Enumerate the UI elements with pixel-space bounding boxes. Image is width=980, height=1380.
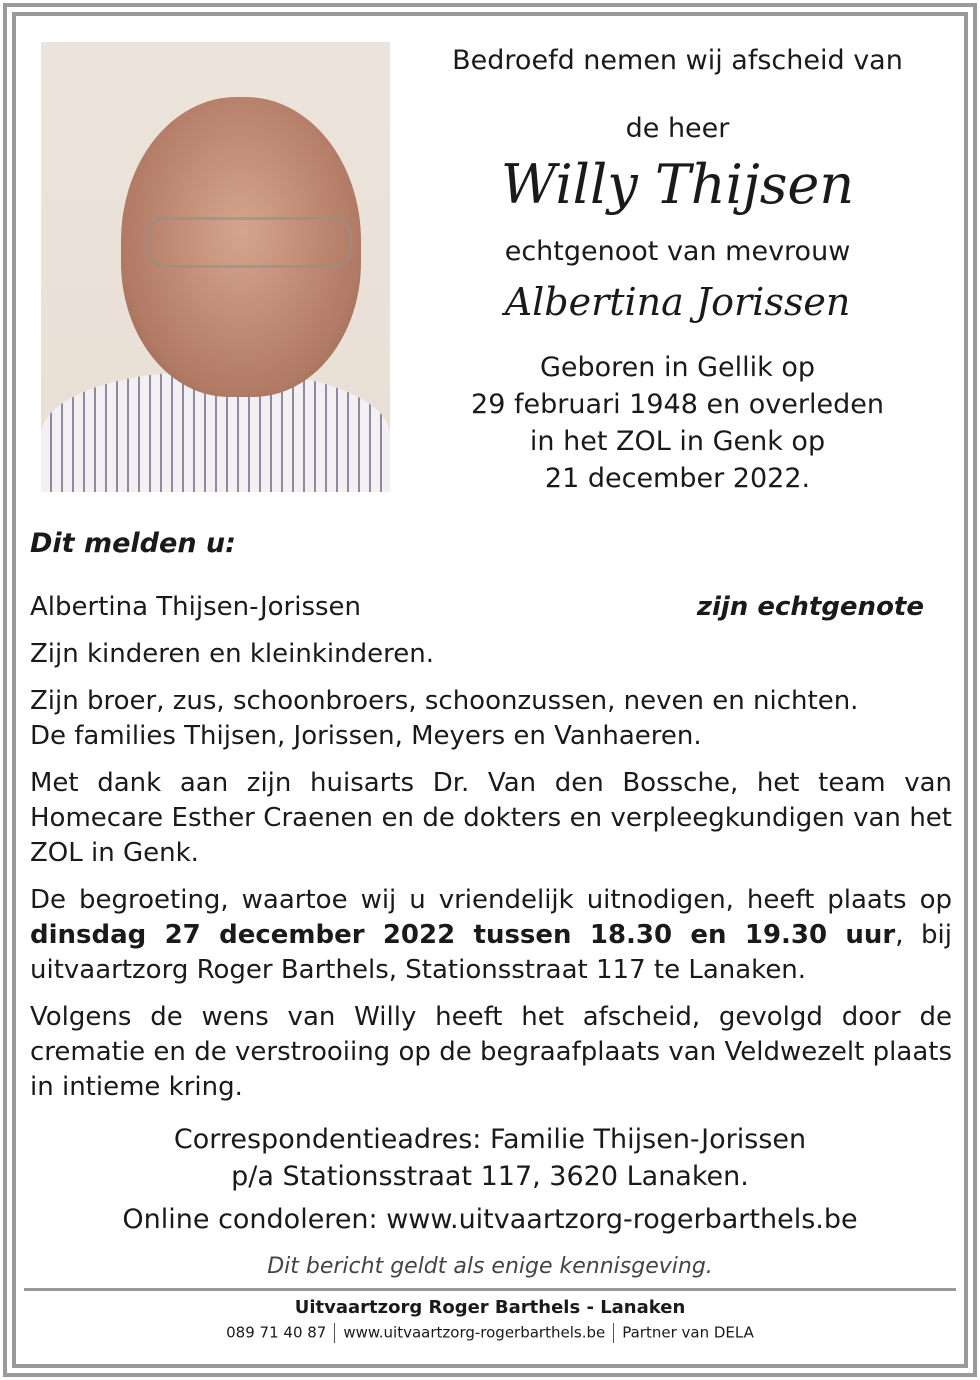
footer-contact (0, 1323, 980, 1343)
spouse-role: zijn echtgenote (696, 592, 924, 622)
visitation-text: De begroeting, waartoe wij u vriendelijk uitnodigen, heeft plaats op (30, 885, 952, 915)
birth-line: Geboren in Gellik op (539, 352, 816, 383)
spouse-name: Albertina Jorissen (504, 280, 851, 324)
notice-text: Dit bericht geldt als enige kennisgeving. (267, 1254, 713, 1279)
divider (24, 1288, 956, 1291)
thanks-paragraph: Met dank aan zijn huisarts Dr. Van den Bossche, het team van Homecare Esther Craenen en de dokters en verpleegkundigen van het ZOL in Genk. (30, 768, 952, 868)
birth-date-line: 29 februari 1948 en overleden (471, 389, 884, 420)
visitation-paragraph (30, 883, 952, 988)
glasses (146, 217, 352, 268)
correspondence-line-1: Correspondentieadres: Familie Thijsen-Jorissen (173, 1124, 807, 1155)
deceased-name: Willy Thijsen (500, 153, 855, 216)
separator (613, 1323, 614, 1343)
intro: Bedroefd nemen wij afscheid van (452, 45, 903, 76)
footer-partner: Partner van DELA (622, 1323, 754, 1342)
title-prefix: de heer (625, 113, 730, 144)
correspondence (0, 1121, 980, 1195)
children-line: Zijn kinderen en kleinkinderen. (30, 639, 434, 669)
visitation-datetime: dinsdag 27 december 2022 tussen 18.30 en 19.30 uur (30, 920, 896, 950)
death-place-line: in het ZOL in Genk op (529, 426, 826, 457)
spouse-intro: echtgenoot van mevrouw (504, 236, 851, 267)
families-line: De families Thijsen, Jorissen, Meyers en Vanhaeren. (30, 721, 702, 751)
farewell-paragraph: Volgens de wens van Willy heeft het afscheid, gevolgd door de crematie en de verstrooiing op de begraafplaats van Veldwezelt plaats in intieme kring. (30, 1002, 952, 1102)
correspondence-line-2: p/a Stationsstraat 117, 3620 Lanaken. (231, 1161, 749, 1192)
spouse-line: Albertina Thijsen-Jorissen (30, 592, 362, 622)
online-condolences: Online condoleren: www.uitvaartzorg-rogerbarthels.be (122, 1204, 858, 1235)
footer-website: www.uitvaartzorg-rogerbarthels.be (343, 1323, 606, 1342)
separator (334, 1323, 335, 1343)
death-date-line: 21 december 2022. (544, 463, 811, 494)
spouse-row (30, 590, 952, 625)
announce-heading: Dit melden u: (30, 528, 236, 559)
portrait-photo (41, 42, 390, 492)
main-body (30, 590, 952, 1117)
footer-phone: 089 71 40 87 (226, 1323, 327, 1342)
visitation-location: , bij uitvaartzorg Roger Barthels, Stationsstraat 117 te Lanaken. (30, 920, 953, 985)
siblings-line: Zijn broer, zus, schoonbroers, schoonzussen, neven en nichten. (30, 686, 859, 716)
birth-death-info (420, 349, 935, 497)
footer-company: Uitvaartzorg Roger Barthels - Lanaken (294, 1297, 686, 1318)
